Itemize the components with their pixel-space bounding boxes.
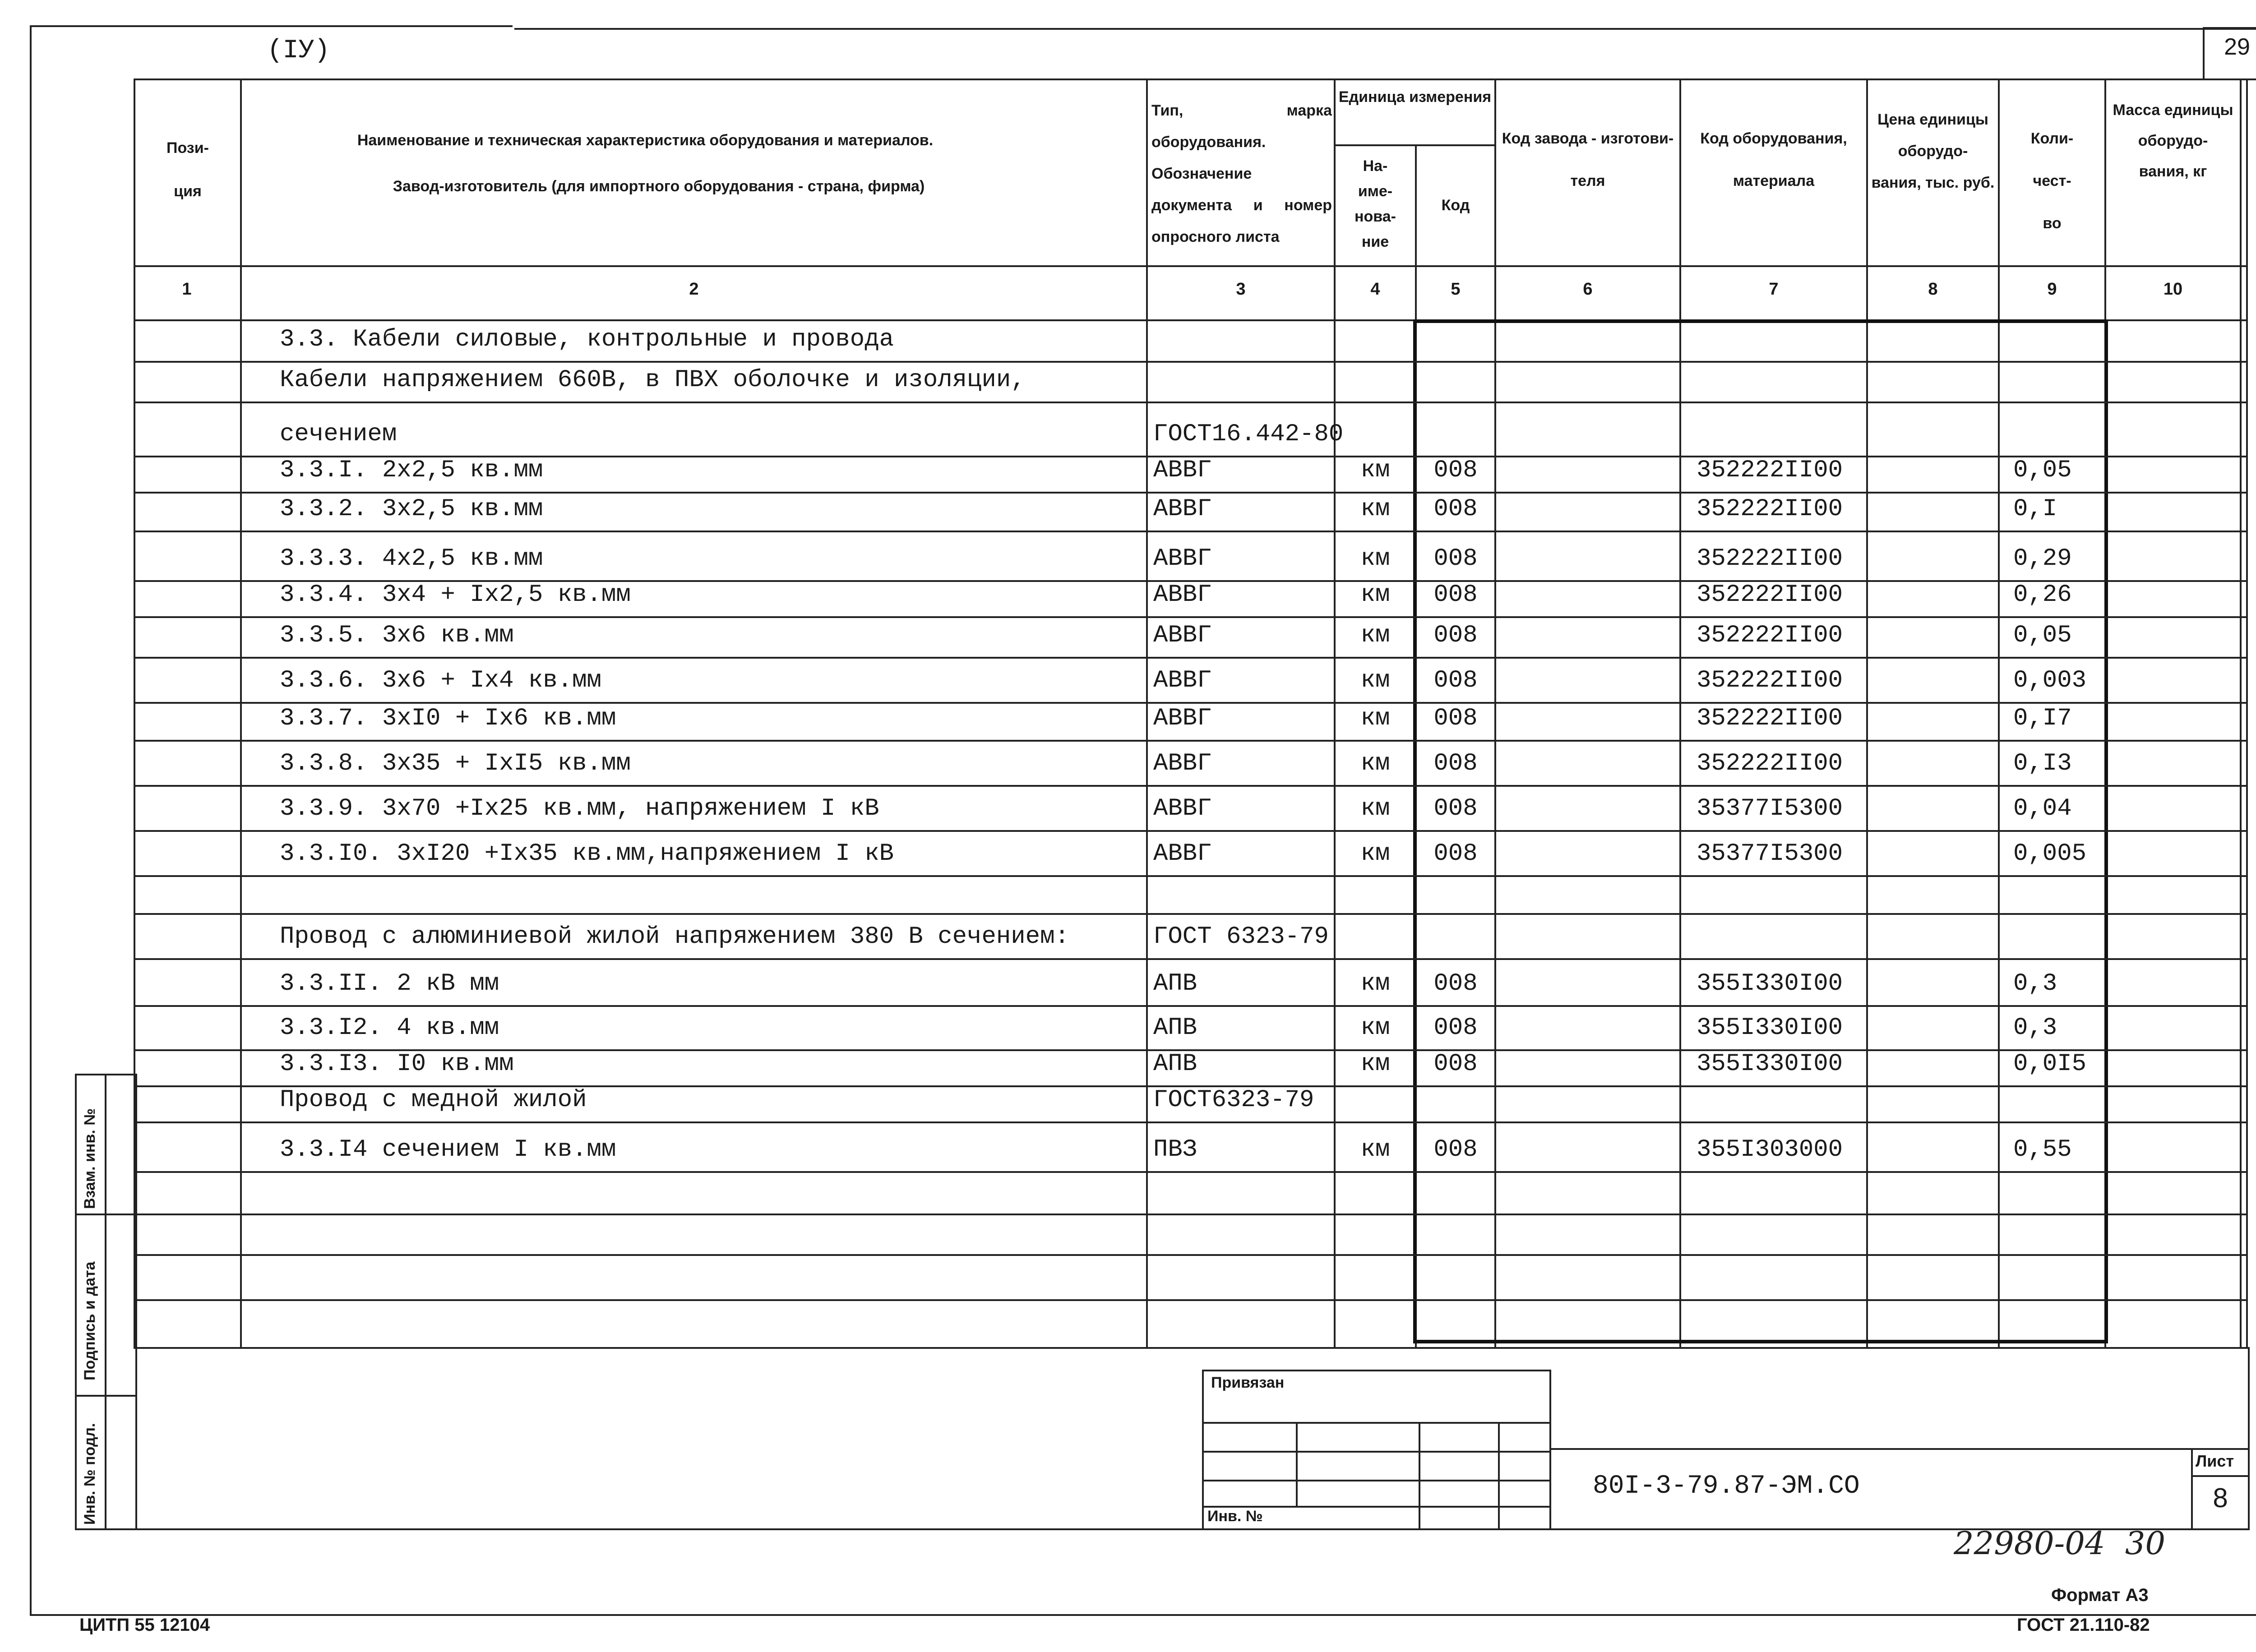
row-type-cell: ГОСТ6323-79	[1153, 1086, 1314, 1114]
header-position: Пози- ция	[166, 139, 209, 200]
row-code-cell: 008	[1433, 1014, 1478, 1042]
row-qty-cell: 0,0I5	[2013, 1050, 2087, 1078]
sheet-label: Лист	[2196, 1452, 2234, 1470]
row-qty-cell: 0,26	[2013, 581, 2072, 609]
row-type-cell: АВВГ	[1153, 457, 1212, 484]
col-line-2	[1146, 78, 1148, 1349]
row-separator	[135, 913, 2248, 915]
row-type-cell: АВВГ	[1153, 545, 1212, 572]
row-type-cell: АВВГ	[1153, 667, 1212, 694]
row-mcode-cell: 355I330I00	[1697, 970, 1843, 997]
row-code-cell: 008	[1433, 495, 1478, 523]
header-quantity: Коли- чест- во	[2030, 130, 2074, 232]
row-separator	[135, 702, 2248, 704]
header-factory-code: Код завода - изготови- теля	[1502, 130, 1674, 189]
row-name-cell: 3.3.II. 2 кВ мм	[280, 970, 499, 997]
unit-subheader-line	[1334, 144, 1494, 146]
row-code-cell: 008	[1433, 622, 1478, 649]
row-separator	[135, 830, 2248, 832]
row-mcode-cell: 352222II00	[1697, 457, 1843, 484]
row-unit-cell: км	[1360, 667, 1390, 694]
row-name-cell: Кабели напряжением 660В, в ПВХ оболочке и изоляции,	[280, 366, 1026, 394]
row-mcode-cell: 352222II00	[1697, 750, 1843, 777]
row-type-cell: ГОСТ16.442-80	[1153, 420, 1344, 448]
row-type-cell: АПВ	[1153, 1050, 1197, 1078]
side-stamp-label-signature: Подпись и дата	[81, 1261, 98, 1380]
row-separator	[135, 1299, 2248, 1301]
row-name-cell: 3.3.I4 сечением I кв.мм	[280, 1136, 616, 1163]
header-material-code: Код оборудования, материала	[1700, 130, 1847, 189]
row-mcode-cell: 355I330I00	[1697, 1050, 1843, 1078]
colnum-6: 6	[1583, 280, 1593, 299]
row-name-cell: 3.3.8. 3х35 + IхI5 кв.мм	[280, 750, 631, 777]
row-type-cell: АВВГ	[1153, 705, 1212, 732]
row-name-cell: 3.3.I2. 4 кв.мм	[280, 1014, 499, 1042]
format-label: Формат А3	[2051, 1585, 2149, 1605]
header-unit-name: На- име- нова- ние	[1355, 157, 1396, 250]
inv-number-label: Инв. №	[1207, 1508, 1263, 1525]
row-separator	[135, 1214, 2248, 1215]
row-name-cell: 3.3.7. 3хI0 + Iх6 кв.мм	[280, 705, 616, 732]
row-qty-cell: 0,29	[2013, 545, 2072, 572]
row-code-cell: 008	[1433, 750, 1478, 777]
handwritten-archive-number: 22980-04 30	[1954, 1525, 2165, 1562]
colnum-1: 1	[182, 280, 192, 299]
row-type-cell: ГОСТ 6323-79	[1153, 923, 1329, 951]
title-block-frame	[135, 1347, 2250, 1530]
row-unit-cell: км	[1360, 622, 1390, 649]
header-unit-group: Единица измерения	[1338, 88, 1492, 106]
row-name-cell: 3.3.I3. I0 кв.мм	[280, 1050, 514, 1078]
top-border-right	[514, 28, 2256, 30]
header-unit-code: Код	[1441, 197, 1470, 214]
header-name-line2: Завод-изготовитель (для импортного оборудования - страна, фирма)	[393, 178, 925, 195]
top-page-number: 29	[2224, 34, 2250, 60]
row-mcode-cell: 352222II00	[1697, 545, 1843, 572]
row-mcode-cell: 35377I5300	[1697, 840, 1843, 868]
row-name-cell: 3.3.4. 3х4 + Iх2,5 кв.мм	[280, 581, 631, 609]
header-type: Тип, марка оборудования. Обозначение документа и номер опросного листа	[1151, 102, 1332, 245]
corner-label: (IУ)	[267, 36, 330, 65]
colnum-8: 8	[1928, 280, 1938, 299]
side-stamp-label-inv-original: Инв. № подл.	[81, 1423, 98, 1525]
row-qty-cell: 0,003	[2013, 667, 2087, 694]
bottom-left-note: ЦИТП 55 12104	[79, 1615, 210, 1635]
header-price: Цена единицы оборудо- вания, тыс. руб.	[1871, 111, 1995, 191]
row-type-cell: АВВГ	[1153, 795, 1212, 822]
row-qty-cell: 0,005	[2013, 840, 2087, 868]
header-mass: Масса единицы оборудо- вания, кг	[2113, 102, 2233, 180]
row-qty-cell: 0,3	[2013, 970, 2057, 997]
privyazan-vline-1	[1296, 1422, 1298, 1506]
row-unit-cell: км	[1360, 1136, 1390, 1163]
side-stamp-divider	[105, 1074, 106, 1530]
row-unit-cell: км	[1360, 1014, 1390, 1042]
row-unit-cell: км	[1360, 1050, 1390, 1078]
row-name-cell: 3.3.5. 3х6 кв.мм	[280, 622, 514, 649]
row-mcode-cell: 352222II00	[1697, 495, 1843, 523]
row-separator	[135, 1121, 2248, 1123]
row-unit-cell: км	[1360, 750, 1390, 777]
colnum-9: 9	[2047, 280, 2057, 299]
row-code-cell: 008	[1433, 970, 1478, 997]
row-separator	[135, 616, 2248, 618]
row-name-cell: 3.3.2. 3х2,5 кв.мм	[280, 495, 543, 523]
side-stamp-line-2	[75, 1395, 137, 1397]
row-name-cell: 3.3.3. 4х2,5 кв.мм	[280, 545, 543, 572]
row-separator	[135, 361, 2248, 363]
row-unit-cell: км	[1360, 840, 1390, 868]
row-code-cell: 008	[1433, 1050, 1478, 1078]
row-separator	[135, 531, 2248, 532]
row-code-cell: 008	[1433, 457, 1478, 484]
row-code-cell: 008	[1433, 840, 1478, 868]
row-qty-cell: 0,I	[2013, 495, 2057, 523]
row-separator	[135, 657, 2248, 659]
col-line-1	[240, 78, 242, 1349]
row-mcode-cell: 355I330I00	[1697, 1014, 1843, 1042]
row-unit-cell: км	[1360, 545, 1390, 572]
row-mcode-cell: 355I303000	[1697, 1136, 1843, 1163]
row-separator	[135, 401, 2248, 403]
row-type-cell: АВВГ	[1153, 750, 1212, 777]
row-separator	[135, 492, 2248, 494]
row-separator	[135, 1171, 2248, 1173]
sheet-box-mid-line	[2191, 1475, 2250, 1477]
row-unit-cell: км	[1360, 495, 1390, 523]
sheet-number: 8	[2213, 1483, 2228, 1513]
privyazan-vline-3	[1498, 1422, 1500, 1530]
row-type-cell: АВВГ	[1153, 495, 1212, 523]
privyazan-vline-2	[1419, 1422, 1420, 1530]
side-stamp-label-inv-replace: Взам. инв. №	[81, 1108, 98, 1209]
header-bottom-line	[134, 265, 2248, 267]
row-type-cell: ПВЗ	[1153, 1136, 1197, 1163]
row-code-cell: 008	[1433, 581, 1478, 609]
colnum-10: 10	[2163, 280, 2183, 299]
colnum-2: 2	[689, 280, 699, 299]
row-type-cell: АПВ	[1153, 1014, 1197, 1042]
row-separator	[135, 740, 2248, 742]
row-qty-cell: 0,I7	[2013, 705, 2072, 732]
row-mcode-cell: 352222II00	[1697, 581, 1843, 609]
standard-label: ГОСТ 21.110-82	[2017, 1615, 2150, 1635]
row-qty-cell: 0,04	[2013, 795, 2072, 822]
row-unit-cell: км	[1360, 581, 1390, 609]
col-line-10	[2240, 78, 2242, 1349]
row-code-cell: 008	[1433, 795, 1478, 822]
row-code-cell: 008	[1433, 545, 1478, 572]
row-name-cell: 3.3. Кабели силовые, контрольные и провода	[280, 326, 894, 353]
row-mcode-cell: 352222II00	[1697, 667, 1843, 694]
row-name-cell: 3.3.I. 2х2,5 кв.мм	[280, 457, 543, 484]
row-name-cell: 3.3.6. 3х6 + Iх4 кв.мм	[280, 667, 601, 694]
row-name-cell: Провод с медной жилой	[280, 1086, 587, 1114]
row-qty-cell: 0,05	[2013, 622, 2072, 649]
document-code: 80I-3-79.87-ЭМ.СО	[1593, 1472, 1860, 1501]
row-unit-cell: км	[1360, 705, 1390, 732]
row-name-cell: 3.3.9. 3х70 +Iх25 кв.мм, напряжением I кВ	[280, 795, 879, 822]
row-type-cell: АПВ	[1153, 970, 1197, 997]
row-type-cell: АВВГ	[1153, 622, 1212, 649]
row-code-cell: 008	[1433, 1136, 1478, 1163]
row-separator	[135, 958, 2248, 960]
doc-code-top-line	[1551, 1448, 2250, 1450]
row-name-cell: Провод с алюминиевой жилой напряжением 380 В сечением:	[280, 923, 1069, 951]
top-border-left	[30, 25, 513, 27]
row-code-cell: 008	[1433, 705, 1478, 732]
row-separator	[135, 1005, 2248, 1007]
row-code-cell: 008	[1433, 667, 1478, 694]
side-stamp-line-1	[75, 1214, 137, 1215]
colnum-5: 5	[1451, 280, 1461, 299]
row-qty-cell: 0,05	[2013, 457, 2072, 484]
row-separator	[135, 1254, 2248, 1256]
row-unit-cell: км	[1360, 970, 1390, 997]
row-mcode-cell: 352222II00	[1697, 622, 1843, 649]
row-unit-cell: км	[1360, 457, 1390, 484]
row-separator	[135, 875, 2248, 877]
row-qty-cell: 0,I3	[2013, 750, 2072, 777]
row-name-cell: 3.3.I0. 3хI20 +Iх35 кв.мм,напряжением I кВ	[280, 840, 894, 868]
row-unit-cell: км	[1360, 795, 1390, 822]
colnum-7: 7	[1769, 280, 1779, 299]
colnum-4: 4	[1370, 280, 1380, 299]
colnum-3: 3	[1236, 280, 1246, 299]
row-name-cell: сечением	[280, 420, 397, 448]
row-type-cell: АВВГ	[1153, 581, 1212, 609]
row-qty-cell: 0,55	[2013, 1136, 2072, 1163]
row-separator	[135, 785, 2248, 787]
row-mcode-cell: 352222II00	[1697, 705, 1843, 732]
header-name-line1: Наименование и техническая характеристика оборудования и материалов.	[357, 132, 934, 149]
privyazan-label: Привязан	[1211, 1374, 1285, 1391]
row-mcode-cell: 35377I5300	[1697, 795, 1843, 822]
row-qty-cell: 0,3	[2013, 1014, 2057, 1042]
row-type-cell: АВВГ	[1153, 840, 1212, 868]
